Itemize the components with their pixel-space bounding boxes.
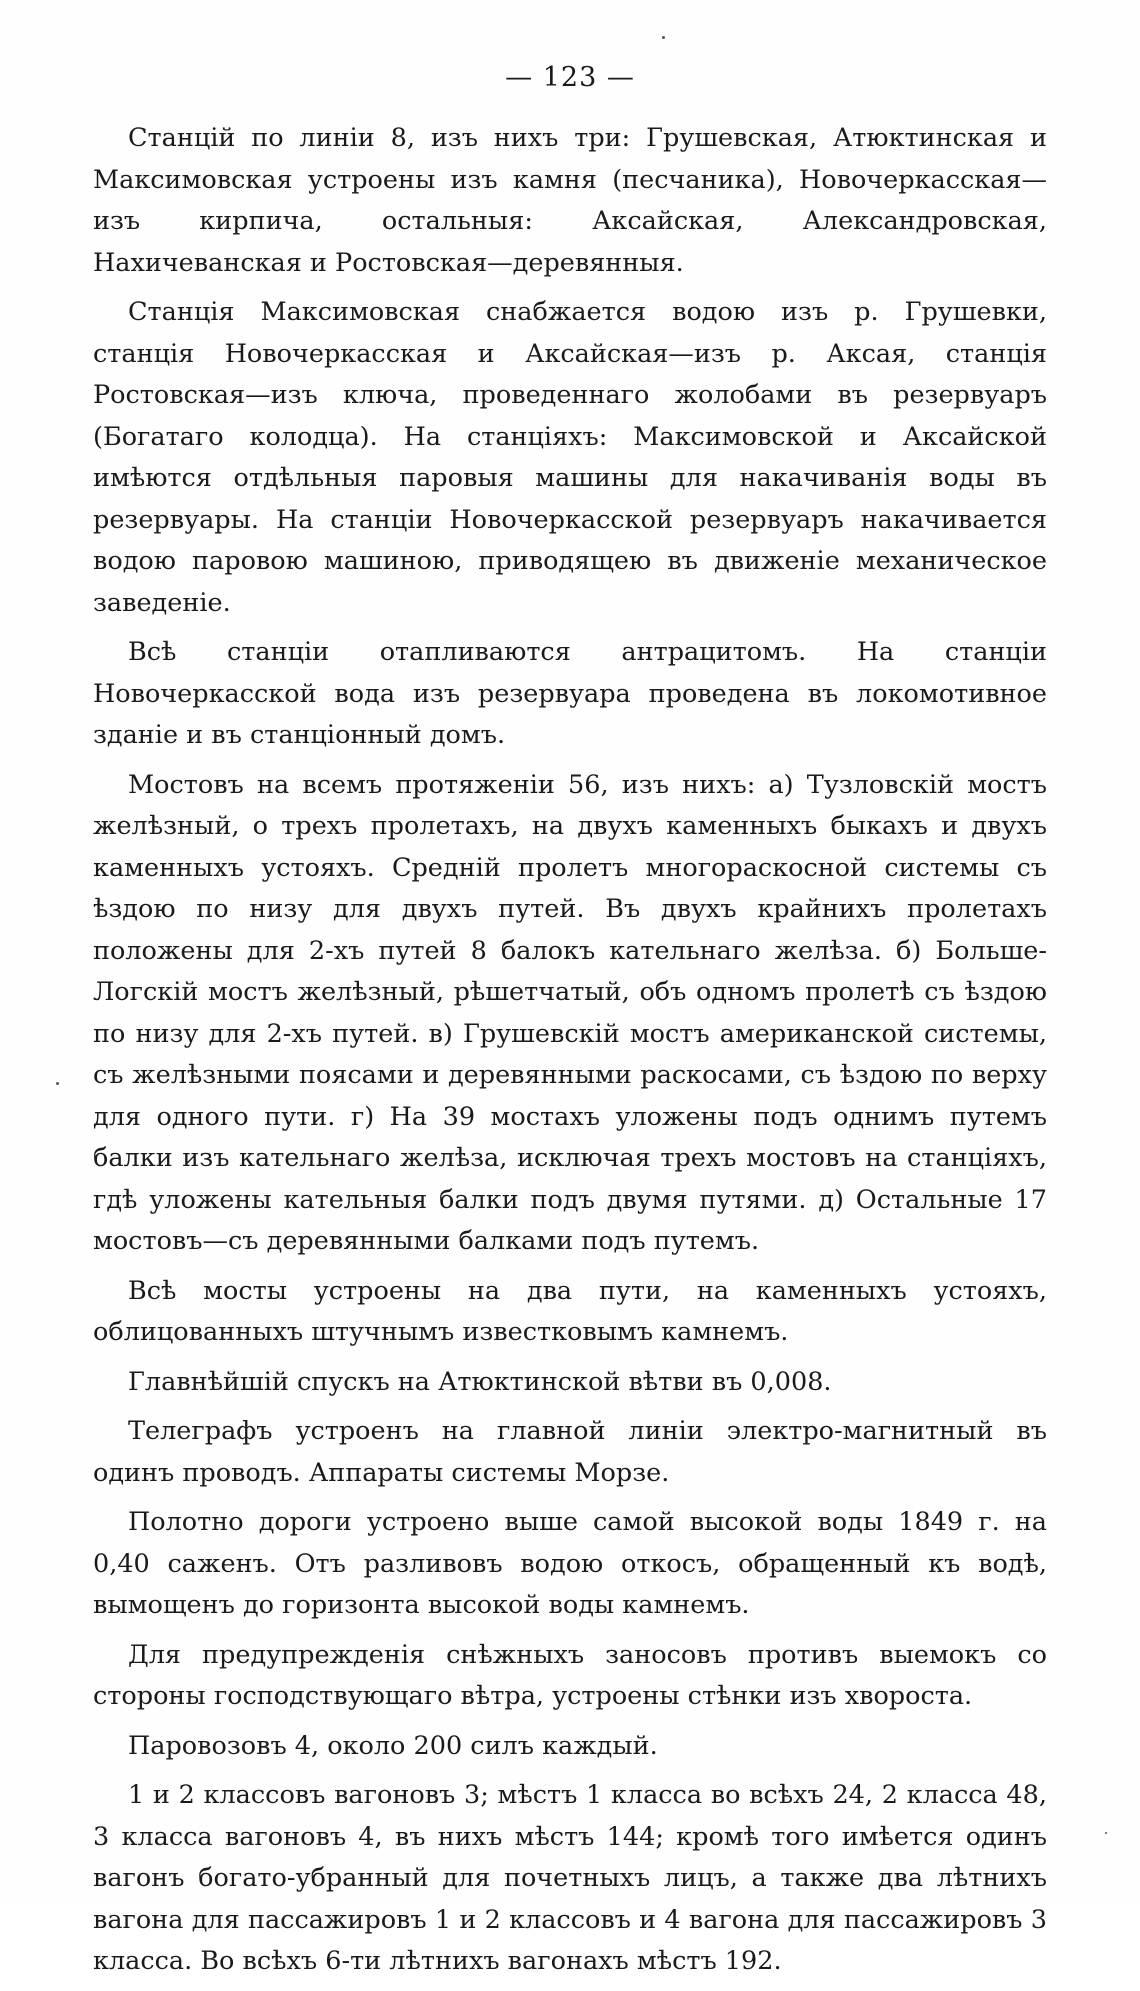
paragraph-carriages: 1 и 2 классовъ вагоновъ 3; мѣстъ 1 класса во всѣхъ 24, 2 класса 48, 3 класса вагоновъ 4, въ нихъ мѣстъ 144; кромѣ того имѣется одинъ вагонъ богато-убранный для почетныхъ лицъ, а также два лѣтнихъ вагона для пассажировъ 1 и 2 классовъ и 4 вагона для пассажировъ 3 класса. Во всѣхъ 6-ти лѣтнихъ вагонахъ мѣстъ 192.	[93, 1780, 1047, 1976]
paragraph-locomotives: Паровозовъ 4, около 200 силъ каждый.	[128, 1730, 658, 1761]
paragraph-water-supply: Станція Максимовская снабжается водою изъ р. Грушевки, станція Новочеркасская и Аксайская—изъ р. Аксая, станція Ростовская—изъ ключа, проведеннаго жолобами въ резервуаръ (Богатаго колодца). На станціяхъ: Максимовской и Аксайской имѣются отдѣльныя паровыя машины для накачиванія воды въ резервуары. На станціи Новочеркасской резервуаръ накачивается водою паровою машиною, приводящею въ движеніе механическое заведеніе.	[93, 297, 1047, 618]
scan-speck	[1105, 1832, 1107, 1834]
page-number: — 123 —	[505, 62, 635, 93]
paragraph-stations: Станцій по линіи 8, изъ нихъ три: Грушевская, Атюктинская и Максимовская устроены изъ камня (песчаника), Новочеркасская—изъ кирпича, остальныя: Аксайская, Александровская, Нахичеванская и Ростовская—деревянныя.	[93, 123, 1047, 278]
paragraph-roadbed: Полотно дороги устроено выше самой высокой воды 1849 г. на 0,40 саженъ. Отъ разливовъ водою откосъ, обращенный къ водѣ, вымощенъ до горизонта высокой воды камнемъ.	[93, 1507, 1047, 1620]
paragraph-heating: Всѣ станціи отапливаются антрацитомъ. На станціи Новочеркасской вода изъ резервуара проведена въ локомотивное зданіе и въ станціонный домъ.	[93, 637, 1047, 750]
paragraph-snow-protection: Для предупрежденія снѣжныхъ заносовъ противъ выемокъ со стороны господствующаго вѣтра, устроены стѣнки изъ хвороста.	[93, 1639, 1047, 1711]
paragraph-bridge-abutments: Всѣ мосты устроены на два пути, на каменныхъ устояхъ, облицованныхъ штучнымъ известковымъ камнемъ.	[93, 1275, 1047, 1347]
scan-speck	[662, 36, 665, 39]
paragraph-telegraph: Телеграфъ устроенъ на главной линіи электро-магнитный въ одинъ проводъ. Аппараты системы Морзе.	[93, 1416, 1047, 1488]
paragraph-gradient: Главнѣйшій спускъ на Атюктинской вѣтви въ 0,008.	[128, 1366, 832, 1397]
paragraph-bridges: Мостовъ на всемъ протяженіи 56, изъ нихъ: а) Тузловскій мостъ желѣзный, о трехъ пролетахъ, на двухъ каменныхъ быкахъ и двухъ каменныхъ устояхъ. Средній пролетъ многораскосной системы съ ѣздою по низу для двухъ путей. Въ двухъ крайнихъ пролетахъ положены для 2-хъ путей 8 балокъ кательнаго желѣза. б) Больше-Логскій мостъ желѣзный, рѣшетчатый, объ одномъ пролетѣ съ ѣздою по низу для 2-хъ путей. в) Грушевскій мостъ американской системы, съ желѣзными поясами и деревянными раскосами, съ ѣздою по верху для одного пути. г) На 39 мостахъ уложены подъ однимъ путемъ балки изъ кательнаго желѣза, исключая трехъ мостовъ на станціяхъ, гдѣ уложены кательныя балки подъ двумя путями. д) Остальные 17 мостовъ—съ деревянными балками подъ путемъ.	[93, 769, 1047, 1256]
body-text	[93, 118, 1047, 1991]
scan-speck	[56, 1082, 59, 1085]
